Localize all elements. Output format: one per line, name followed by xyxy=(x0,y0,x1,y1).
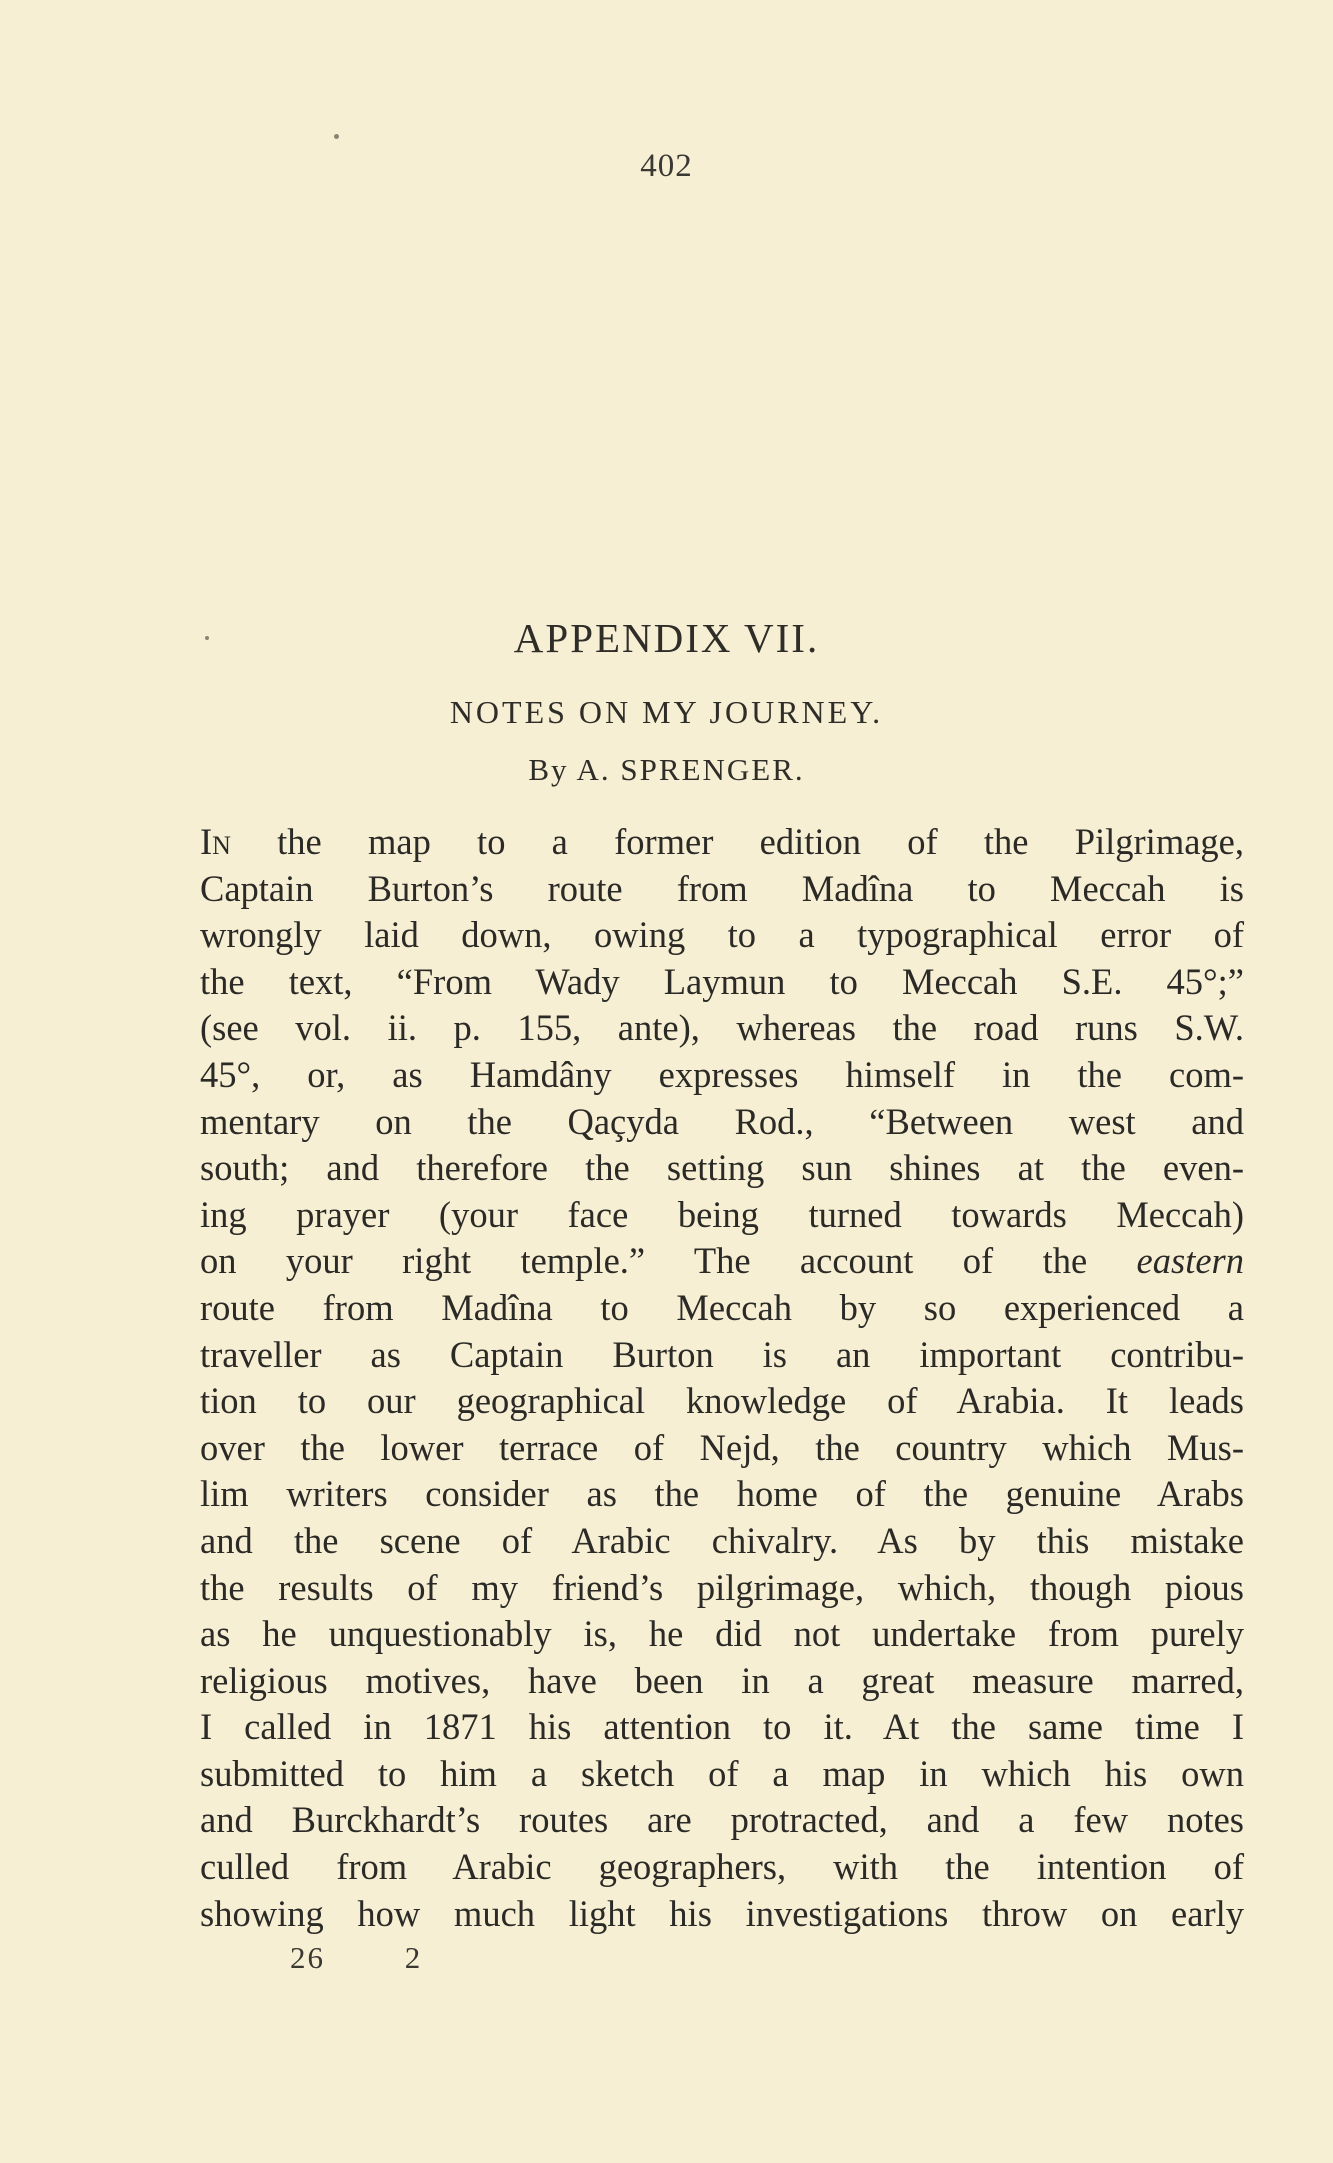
body-paragraph xyxy=(200,819,1244,1937)
text-line: wrongly laid down, owing to a typographical error of xyxy=(200,914,1244,956)
signature-right: 2 xyxy=(404,1940,423,1975)
page-number: 402 xyxy=(640,148,693,184)
text-line: ing prayer (your face being turned towards Meccah) xyxy=(200,1193,1244,1235)
text-line: south; and therefore the setting sun shines at the even- xyxy=(200,1147,1244,1189)
text-line: showing how much light his investigations throw on early xyxy=(200,1892,1244,1934)
text-line: on your right temple.” The account of the eastern xyxy=(200,1240,1244,1282)
text-line: as he unquestionably is, he did not undertake from purely xyxy=(200,1613,1244,1655)
text-line: mentary on the Qaçyda Rod., “Between west and xyxy=(200,1100,1244,1142)
text-line: over the lower terrace of Nejd, the country which Mus- xyxy=(200,1426,1244,1468)
text-line: route from Madîna to Meccah by so experienced a xyxy=(200,1286,1244,1328)
section-subtitle: NOTES ON MY JOURNEY. xyxy=(449,694,884,730)
text-line: lim writers consider as the home of the genuine Arabs xyxy=(200,1473,1244,1515)
text-line: and the scene of Arabic chivalry. As by this mistake xyxy=(200,1519,1244,1561)
text-line: and Burckhardt’s routes are protracted, and a few notes xyxy=(200,1799,1244,1841)
ink-speck xyxy=(334,134,339,139)
text-line: submitted to him a sketch of a map in which his own xyxy=(200,1752,1244,1794)
text-line: I called in 1871 his attention to it. At the same time I xyxy=(200,1706,1244,1748)
text-line: the results of my friend’s pilgrimage, which, though pious xyxy=(200,1566,1244,1608)
text-line: (see vol. ii. p. 155, ante), whereas the road runs S.W. xyxy=(200,1007,1244,1049)
text-line: religious motives, have been in a great measure marred, xyxy=(200,1659,1244,1701)
emphasis: eastern xyxy=(1136,1240,1244,1282)
signature-left: 26 xyxy=(290,1940,325,1975)
drop-word: In xyxy=(200,821,231,862)
appendix-title: APPENDIX VII. xyxy=(513,615,820,661)
signature-mark xyxy=(290,1940,422,1976)
text-line: 45°, or, as Hamdâny expresses himself in the com- xyxy=(200,1053,1244,1095)
byline-text: By A. SPRENGER. xyxy=(528,752,805,787)
text-line: Captain Burton’s route from Madîna to Meccah is xyxy=(200,867,1244,909)
text-line: traveller as Captain Burton is an important contribu- xyxy=(200,1333,1244,1375)
text-line: In the map to a former edition of the Pilgrimage, xyxy=(200,821,1244,862)
text-line: culled from Arabic geographers, with the intention of xyxy=(200,1846,1244,1888)
text-line: tion to our geographical knowledge of Arabia. It leads xyxy=(200,1380,1244,1422)
author-byline xyxy=(0,752,1333,788)
text-line: the text, “From Wady Laymun to Meccah S.E. 45°;” xyxy=(200,960,1244,1002)
